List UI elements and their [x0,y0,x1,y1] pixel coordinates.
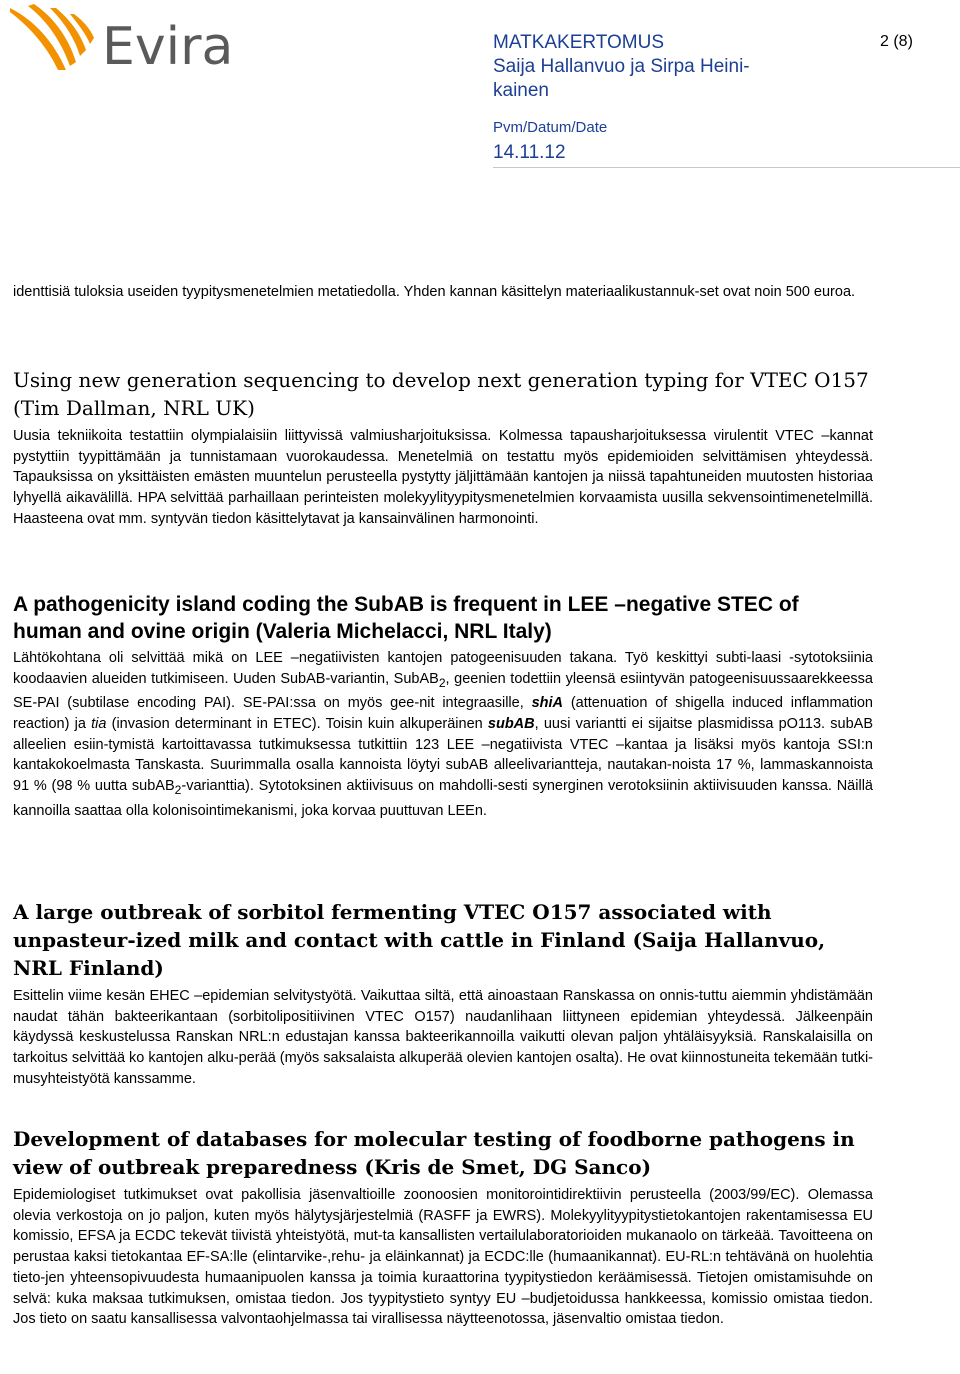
date-value: 14.11.12 [493,142,566,163]
authors: Saija Hallanvuo ja Sirpa Heini-kainen [493,56,750,101]
section-body: Epidemiologiset tutkimukset ovat pakollisia jäsenvaltioille zoonoosien monitorointidirektiivin perusteella (2003/99/EC). Olemassa olevia verkostoja on jo paljon, kuten myös hälytysjärjestelmiä (RASFF ja EWRS). Molekyylityypitystietokantojen rakentamisessa EU komissio, EFSA ja ECDC tekevät tiivistä yhteistyötä, mut-ta kansallisten vertailulaboratorioiden mukanaolo on tärkeää. Tavoitteena on perustaa kaksi tietokantaa EF-SA:lle (elintarvike-,rehu- ja eläinkannat) ja ECDC:lle (humaanikannat). EU-RL:n tehtävänä on huolehtia tieto-jen yhteensopivuudesta humaanipuolen kanssa ja toimia kuraattorina tyypitystiedon keräämisessä. Tietojen omistamisuhde on selvä: kuka maksaa tutkimuksen, omistaa tiedon. Jos tyypitystieto syntyy EU –budjetoidussa hankkeessa, komissio omistaa tiedon. Jos tieto on saatu kansallisessa valvontaohjelmassa tai virallisessa näytteenotossa, jäsenvaltio omistaa tiedon. [13,1187,873,1328]
date-label: Pvm/Datum/Date [493,119,608,136]
intro-section [13,282,873,303]
section-ngs [13,366,873,530]
section-heading: A large outbreak of sorbitol fermenting VTEC O157 associated with unpasteur-ized milk and contact with cattle in Finland (Saija Hallanvuo, NRL Finland) [13,900,826,980]
logo-wordmark: Evira [102,17,234,77]
page-number: 2 (8) [880,33,913,50]
section-heading: A pathogenicity island coding the SubAB is frequent in LEE –negative STEC of human and ovine origin (Valeria Michelacci, NRL Italy) [13,593,799,643]
section-heading: Development of databases for molecular testing of foodborne pathogens in view of outbreak preparedness (Kris de Smet, DG Sanco) [13,1127,855,1179]
section-body: Esittelin viime kesän EHEC –epidemian selvitystyötä. Vaikuttaa siltä, että ainoastaan Ranskassa on onnis-tuttu aiemmin yhdistämään naudat tähän bakteerikantaan (sorbitolipositiivinen VTEC O157) naudanlihaan liittyneen epidemian yhteydessä. Jälkeenpäin käydyssä keskustelussa Ranskan NRL:n edustajan kanssa bakteerikannoilla vaikutti olevan paljon yhtäläisyyksiä. Ranskalaisilla on tarkoitus selvittää ko kantojen alku-perää (myös saksalaista alkuperää olevien kantojen osalta). He ovat kiinnostuneita tekemään tutki-musyhteistyötä kanssamme. [13,988,873,1087]
section-databases [13,1125,873,1330]
evira-logo [6,4,236,78]
section-heading: Using new generation sequencing to develop next generation typing for VTEC O157 (Tim Dallman, NRL UK) [13,368,869,420]
section-body: Lähtökohtana oli selvittää mikä on LEE –negatiivisten kantojen patogeenisuuden takana. Työ keskittyi subti-laasi -sytotoksiinia koodaavien alueiden tutkimiseen. Uuden SubAB-variantin, SubAB$_2$, geenien todettiin yleensä esiintyvän patogeenisuussaarekkeessa SE-PAI (subtilase encoding PAI). SE-PAI:ssa on myös gee-nit integraasille, shiA (attenuation of shigella induced inflammation reaction) ja tia (invasion determinant in ETEC). Toisin kuin alkuperäinen subAB, uusi variantti ei sijaitse plasmidissa pO113. subAB alleelien esiin-tymistä kartoittavassa tutkimuksessa tutkittiin 123 LEE –negatiivista VTEC –kantaa ja lisäksi myös kantoja SSI:n kantakokoelmasta Tanskasta. Suurimmalla osalla kannoista löytyi subAB alleelivariantteja, nautakan-noista 17 %, lammaskannoista 91 % (98 % uutta subAB$_2$-varianttia). Sytotoksinen aktiivisuus on mahdolli-sesti synerginen verotoksiinin aktiivisuuden kanssa. Näillä kannoilla saattaa olla kolonisointimekanismi, joka korvaa puuttuvan LEEn. [13,650,874,819]
intro-paragraph: identtisiä tuloksia useiden tyypitysmenetelmien metatiedolla. Yhden kannan käsittelyn materiaalikustannuk-set ovat noin 500 euroa. [13,284,856,300]
document-title: MATKAKERTOMUS [493,32,665,53]
section-outbreak [13,898,873,1090]
evira-logo-mark-icon [6,4,98,74]
section-subab [13,591,873,821]
header-divider [493,167,960,168]
section-body: Uusia tekniikoita testattiin olympialaisiin liittyvissä valmiusharjoituksissa. Kolmessa tapausharjoituksessa virulentit VTEC –kannat pystyttiin tyypittämään ja tunnistamaan vuorokaudessa. Menetelmiä on testattu myös epidemioiden selvittämisen yhteydessä. Tapauksissa on yksittäisten emästen muuntelun perusteella pystytty jäljittämään kantojen ja niissä tapahtuneiden muutosten historiaa lyhyellä aikavälillä. HPA selvittää parhaillaan perinteisten molekyylityypitysmenetelmien korvaamista uusilla sekvensointimenetelmillä. Haasteena ovat mm. syntyvän tiedon käsittelytavat ja kansainvälinen harmonointi. [13,428,873,527]
